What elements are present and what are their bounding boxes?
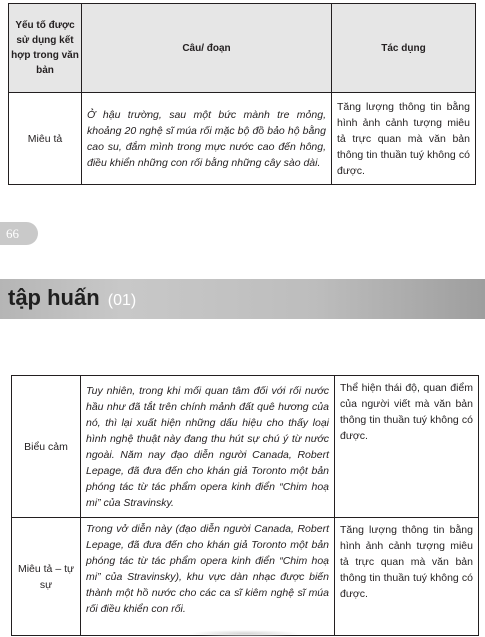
header-effect: Tác dụng [332,4,476,93]
factor-cell: Miêu tả – tự sự [12,518,81,636]
page-number-tab [0,222,38,245]
page-shadow [190,630,300,637]
effect-cell: Thể hiện thái độ, quan điểm của người viết mà văn bản thông tin thuần tuý không có được. [335,376,479,518]
effect-cell: Tăng lượng thông tin bằng hình ảnh cảnh tượng miêu tả trực quan mà văn bản thông tin thuần tuý không có được. [332,93,476,185]
banner-number: (01) [107,292,137,309]
page-number: 66 [6,226,19,241]
bottom-table [11,375,479,636]
table-row [12,518,479,636]
header-excerpt: Câu/ đoạn [82,4,332,93]
table-row [12,376,479,518]
effect-cell: Tăng lượng thông tin bằng hình ảnh cảnh tượng miêu tả trực quan mà văn bản thông tin thuần tuý không có được. [335,518,479,636]
banner-title [8,285,136,311]
banner-title-text: tập huấn [8,285,100,310]
excerpt-cell: Tuy nhiên, trong khi mối quan tâm đối với rối nước hầu như đã tắt trên chính mảnh đất quê hương của nó, thì lại xuất hiện những dấu hiệu cho thấy loại hình nghệ thuật này đang thu hút sự chú ý từ nước ngoài. Năm nay đạo diễn người Canada, Robert Lepage, đã đưa đến cho khán giả Toronto một bản phóng tác từ tác phẩm opera kinh điển “Chim hoạ mi” của Stravinsky. [81,376,335,518]
excerpt-cell: Ở hậu trường, sau một bức mành tre mỏng, khoảng 20 nghệ sĩ múa rối mặc bộ đồ bảo hộ bằng cao su, đắm mình trong mực nước cao đến hông, điều khiển những con rối bằng những cây sào dài. [82,93,332,185]
header-row [9,4,476,93]
table-row [9,93,476,185]
factor-cell: Biểu cảm [12,376,81,518]
excerpt-cell: Trong vở diễn này (đạo diễn người Canada, Robert Lepage, đã đưa đến cho khán giả Toronto một bản phóng tác từ tác phẩm opera kinh điển “Chim hoạ mi” của Stravinsky), khu vực dàn nhạc được biến thành một hồ nước cho các ca sĩ kiêm nghệ sĩ múa rối điều khiển con rối. [81,518,335,636]
top-table [8,3,476,185]
factor-cell: Miêu tả [9,93,82,185]
header-factor: Yếu tố được sử dụng kết hợp trong văn bản [9,4,82,93]
section-banner [0,279,485,319]
